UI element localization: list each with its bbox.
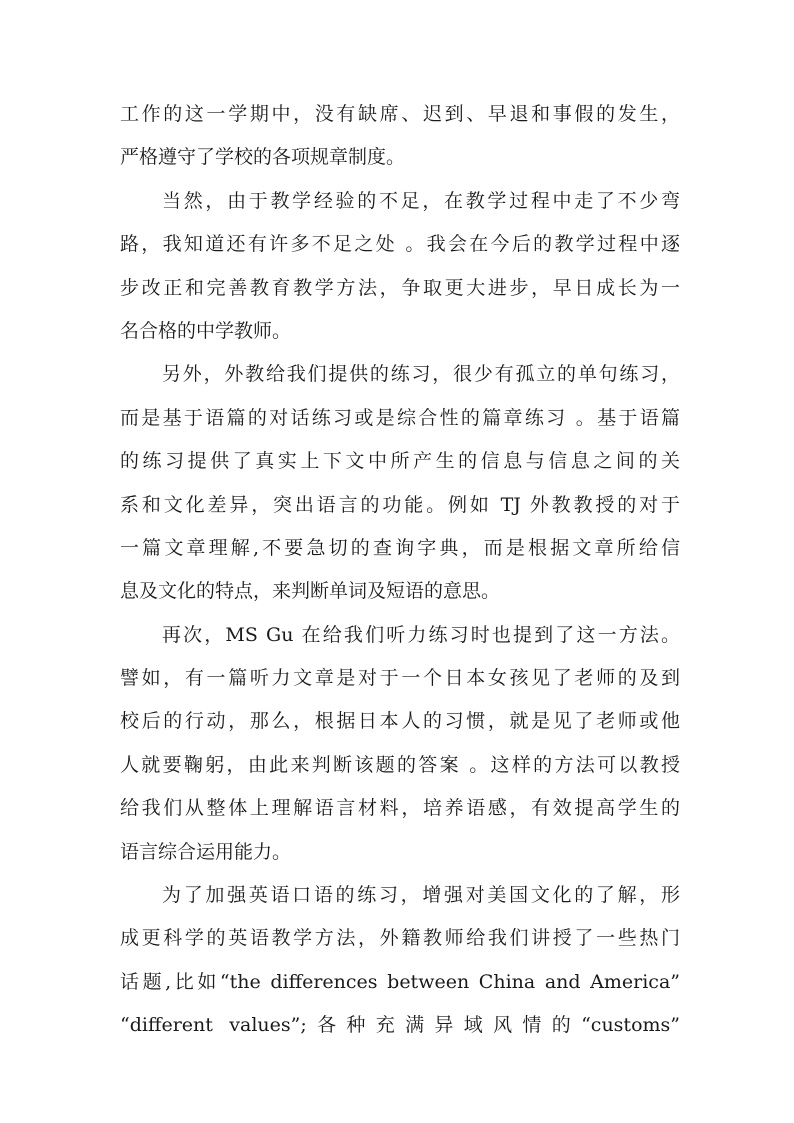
text-line: 语言综合运用能力。 <box>120 840 292 863</box>
text-line: 话题,比如“the differences between China and America” <box>120 970 680 993</box>
text-line: 严格遵守了学校的各项规章制度。 <box>120 146 406 169</box>
text-line: 一篇文章理解,不要急切的查询字典，而是根据文章所给信 <box>120 536 680 559</box>
text-line: 人就要鞠躬，由此来判断该题的答案 。这样的方法可以教授 <box>120 753 680 776</box>
text-line: 譬如，有一篇听力文章是对于一个日本女孩见了老师的及到 <box>120 667 680 690</box>
paragraph-first-line: 再次，MS Gu 在给我们听力练习时也提到了这一方法。 <box>162 623 680 646</box>
text-line: 的练习提供了真实上下文中所产生的信息与信息之间的关 <box>120 450 680 473</box>
paragraph-first-line: 为了加强英语口语的练习，增强对美国文化的了解，形 <box>162 884 680 907</box>
document-body <box>120 93 680 1048</box>
text-line: 成更科学的英语教学方法，外籍教师给我们讲授了一些热门 <box>120 927 680 950</box>
text-line: 给我们从整体上理解语言材料，培养语感，有效提高学生的 <box>120 797 680 820</box>
text-line: 而是基于语篇的对话练习或是综合性的篇章练习 。基于语篇 <box>120 406 680 429</box>
paragraph-first-line: 当然，由于教学经验的不足，在教学过程中走了不少弯 <box>162 189 680 212</box>
text-line: 息及文化的特点，来判断单词及短语的意思。 <box>120 580 501 603</box>
paragraph-first-line: 另外，外教给我们提供的练习，很少有孤立的单句练习， <box>162 363 680 386</box>
text-line: “different values”;各种充满异域风情的“customs” <box>120 1014 680 1037</box>
text-line: 名合格的中学教师。 <box>120 319 292 342</box>
text-line: 系和文化差异，突出语言的功能。例如 TJ 外教教授的对于 <box>120 493 680 516</box>
text-line: 步改正和完善教育教学方法，争取更大进步，早日成长为一 <box>120 276 680 299</box>
text-line: 校后的行动，那么，根据日本人的习惯，就是见了老师或他 <box>120 710 680 733</box>
text-line: 工作的这一学期中，没有缺席、迟到、早退和事假的发生， <box>120 103 680 125</box>
text-line: 路，我知道还有许多不足之处 。我会在今后的教学过程中逐 <box>120 233 680 256</box>
